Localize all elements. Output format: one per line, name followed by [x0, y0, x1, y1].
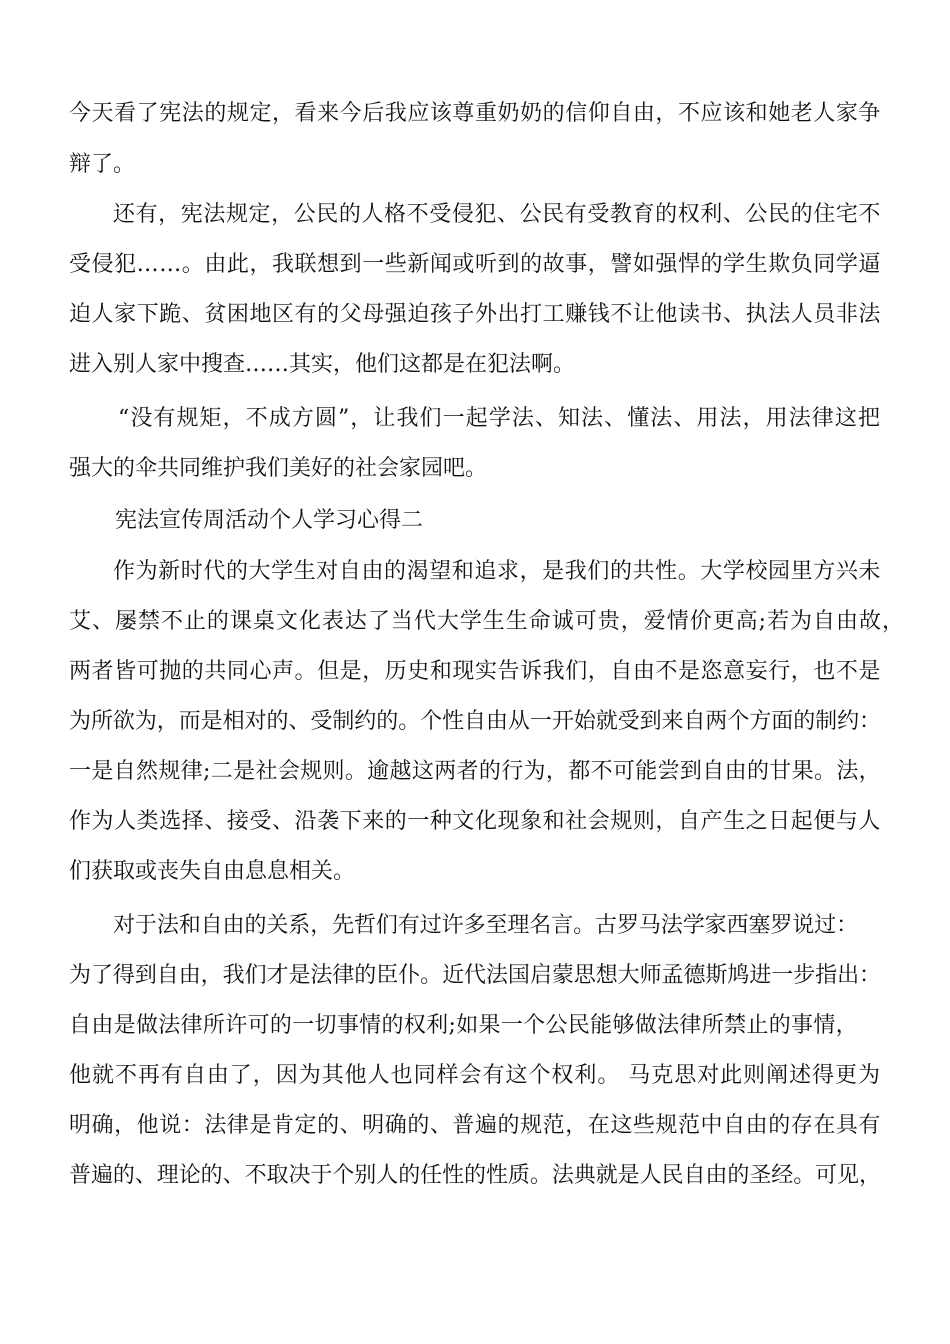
text-line: 普遍的、理论的、不取决于个别人的任性的性质。法典就是人民自由的圣经。可见， — [69, 1163, 882, 1188]
text-line: 还有，宪法规定，公民的人格不受侵犯、公民有受教育的权利、公民的住宅不 — [113, 202, 881, 227]
text-line: 作为人类选择、接受、沿袭下来的一种文化现象和社会规则，自产生之日起便与人 — [69, 809, 881, 834]
text-line: 迫人家下跪、贫困地区有的父母强迫孩子外出打工赚钱不让他读书、执法人员非法 — [69, 302, 881, 327]
text-line: 为了得到自由，我们才是法律的臣仆。近代法国启蒙思想大师孟德斯鸠进一步指出： — [69, 963, 882, 988]
text-line: 们获取或丧失自由息息相关。 — [69, 859, 356, 884]
text-line: 辩了。 — [69, 152, 136, 177]
text-line: 作为新时代的大学生对自由的渴望和追求，是我们的共性。大学校园里方兴未 — [113, 559, 881, 584]
text-line: 对于法和自由的关系，先哲们有过许多至理名言。古罗马法学家西塞罗说过： — [113, 913, 858, 938]
text-line: “没有规矩，不成方圆”，让我们一起学法、知法、懂法、用法，用法律这把 — [118, 406, 882, 431]
text-line: 强大的伞共同维护我们美好的社会家园吧。 — [69, 456, 488, 481]
text-line: 一是自然规律;二是社会规则。逾越这两者的行为，都不可能尝到自由的甘果。法， — [69, 759, 881, 784]
text-line: 艾、屡禁不止的课桌文化表达了当代大学生生命诚可贵，爱情价更高;若为自由故， — [69, 609, 906, 634]
text-line: 两者皆可抛的共同心声。但是，历史和现实告诉我们，自由不是恣意妄行，也不是 — [69, 659, 881, 684]
text-line: 明确，他说：法律是肯定的、明确的、普遍的规范，在这些规范中自由的存在具有 — [69, 1113, 881, 1138]
text-line: 自由是做法律所许可的一切事情的权利;如果一个公民能够做法律所禁止的事情， — [69, 1013, 859, 1038]
text-line: 进入别人家中搜查……其实，他们这都是在犯法啊。 — [69, 352, 576, 377]
text-line: 为所欲为，而是相对的、受制约的。个性自由从一开始就受到来自两个方面的制约： — [69, 709, 882, 734]
text-line: 受侵犯……。由此，我联想到一些新闻或听到的故事，譬如强悍的学生欺负同学逼 — [69, 252, 881, 277]
section-heading: 宪法宣传周活动个人学习心得二 — [115, 508, 424, 533]
text-line: 他就不再有自由了，因为其他人也同样会有这个权利。 马克思对此则阐述得更为 — [69, 1063, 881, 1088]
text-line: 今天看了宪法的规定，看来今后我应该尊重奶奶的信仰自由，不应该和她老人家争 — [69, 101, 881, 126]
